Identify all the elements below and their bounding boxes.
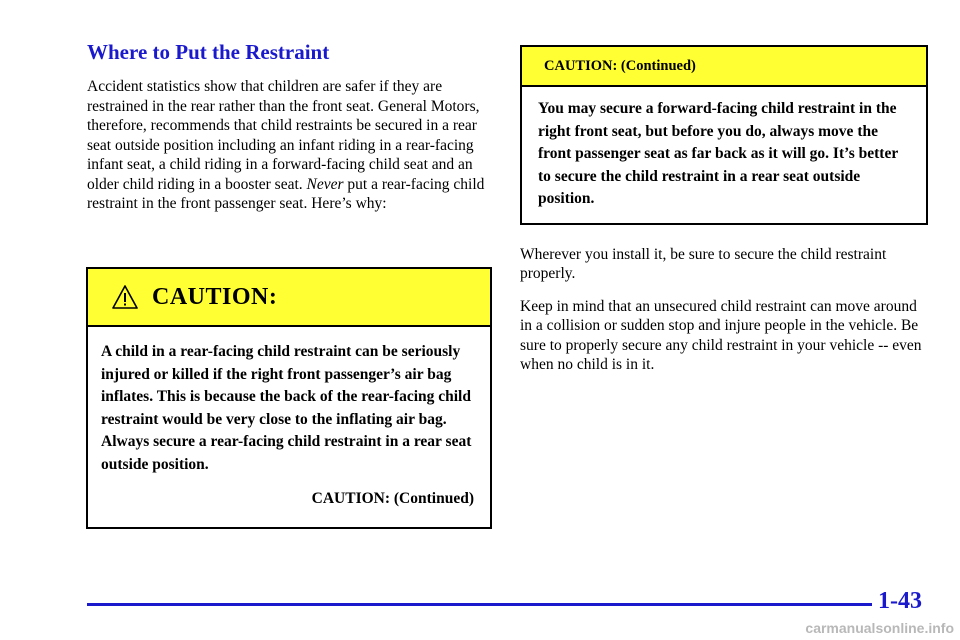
caution-continued-body: You may secure a forward-facing child restraint in the right front seat, but before you do, always move the front passenger seat as far back as it will go. It’s better to secure the child restraint in a rear seat outside position. (538, 100, 898, 207)
right-column (520, 45, 930, 375)
warning-triangle-icon (112, 284, 138, 310)
caution-title: CAUTION: (152, 283, 278, 310)
watermark: carmanualsonline.info (805, 620, 954, 636)
caution-continued-title: CAUTION: (Continued) (544, 57, 696, 74)
unsecured-paragraph: Keep in mind that an unsecured child restraint can move around in a collision or sudden stop and injure people in the vehicle. Be sure to properly secure any child restraint in your vehicle -- even when no child is in it. (520, 297, 922, 373)
caution-continued-box (520, 45, 928, 225)
footer-rule (87, 603, 872, 606)
page-number: 1-43 (878, 588, 922, 614)
intro-paragraph (87, 77, 487, 214)
intro-text-end: put a rear-facing child restraint in the front passenger seat. Here’s why: (87, 175, 485, 213)
install-paragraph: Wherever you install it, be sure to secure the child restraint properly. (520, 245, 887, 282)
caution-continued-label: CAUTION: (Continued) (311, 490, 474, 507)
intro-italic: Never (306, 175, 344, 193)
caution-continued-header (522, 47, 926, 87)
left-column (87, 40, 487, 214)
caution-header (88, 269, 490, 327)
caution-body: A child in a rear-facing child restraint can be seriously injured or killed if the right front passenger’s air bag inflates. This is because the back of the rear-facing child restraint would be very close to the inflating air bag. Always secure a rear-facing child restraint in a rear seat outside position. (101, 343, 472, 473)
caution-box (86, 267, 492, 529)
section-title: Where to Put the Restraint (87, 40, 330, 64)
intro-text: Accident statistics show that children are safer if they are restrained in the rear rather than the front seat. General Motors, therefore, recommends that child restraints be secured in a rear seat outside position including an infant riding in a rear-facing infant seat, a child riding in a forward-facing child seat and an older child riding in a booster seat. (87, 78, 480, 193)
